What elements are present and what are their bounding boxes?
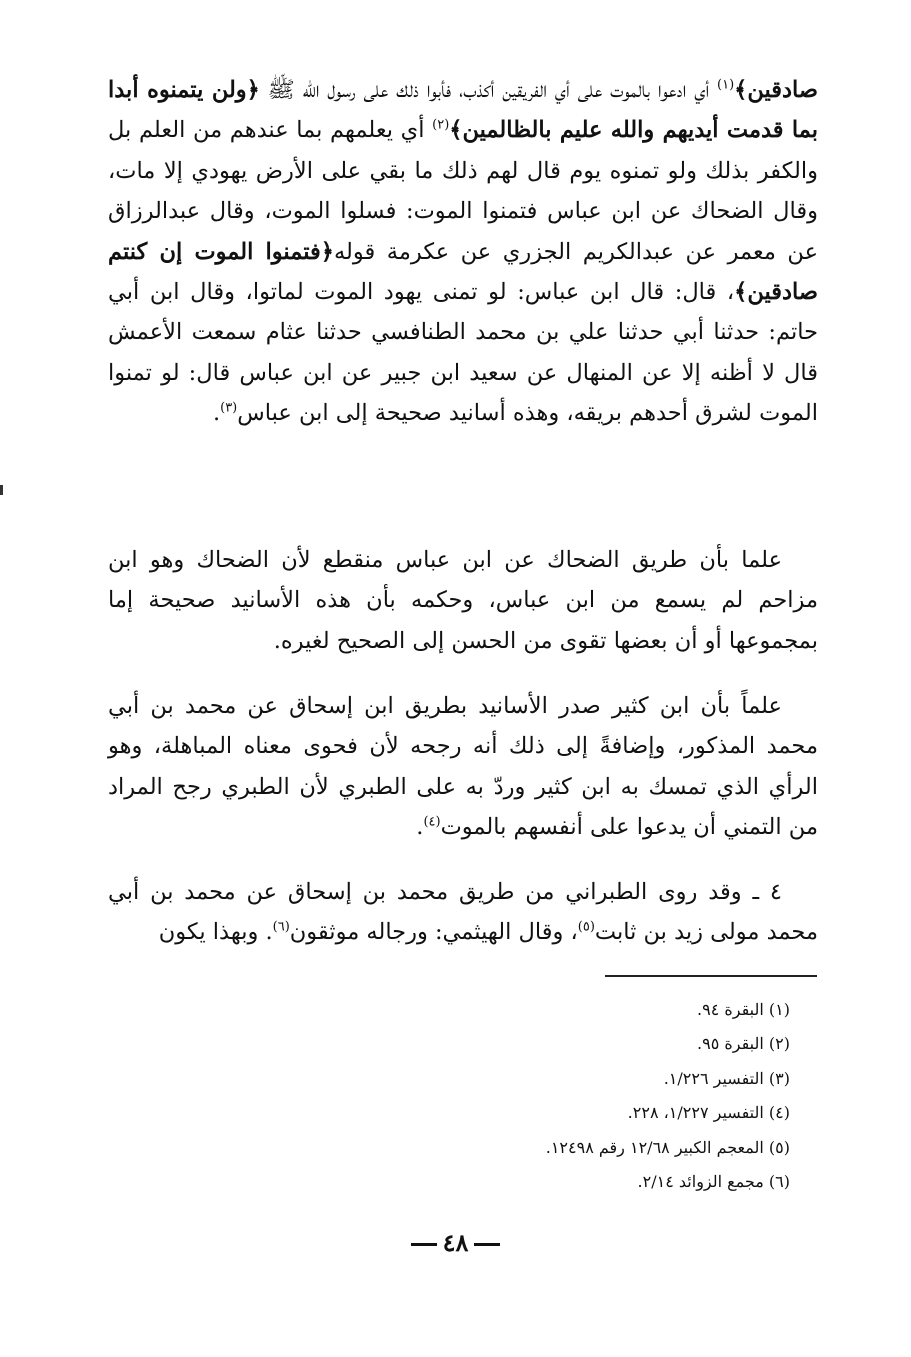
footnote-separator <box>605 975 817 977</box>
page-number-dash <box>411 1243 437 1246</box>
footnote-ref: (٦) <box>272 919 290 935</box>
footnote-ref: (٣) <box>220 400 238 416</box>
body-text: ، وقال الهيثمي: ورجاله موثقون <box>289 919 578 946</box>
quran-verse: ﴿ولن يتمنوه أبدا بما قدمت أيديهم والله عليم بالظالمين﴾ <box>108 77 819 144</box>
footnotes-list <box>420 993 790 1199</box>
body-text: . <box>416 814 424 841</box>
quran-verse: صادقين﴾ <box>734 77 818 103</box>
page-number-value: ٤٨ <box>442 1228 469 1257</box>
footnote-ref: (٢) <box>432 117 450 133</box>
footnote-3: (٣) التفسير ١/٢٢٦. <box>663 1068 790 1088</box>
body-text: أي ادعوا بالموت على أي الفريقين أكذب، فأبوا ذلك على رسول الله ﷺ <box>259 77 718 103</box>
body-text: . وبهذا يكون <box>158 919 273 946</box>
scan-mark <box>0 485 3 495</box>
paragraph-1 <box>108 70 818 434</box>
footnote-ref: (١) <box>717 77 735 93</box>
footnote-1: (١) البقرة ٩٤. <box>697 1000 790 1019</box>
body-text: علما بأن طريق الضحاك عن ابن عباس منقطع لأن الضحاك وهو ابن مزاحم لم يسمع من ابن عباس، وحكمه بأن هذه الأسانيد صحيحة إما بمجموعها أو أن بعضها تقوى من الحسن إلى الصحيح لغيره. <box>108 547 818 654</box>
paragraph-4 <box>108 872 818 953</box>
footnote-2: (٢) البقرة ٩٥. <box>697 1034 790 1054</box>
footnote-6: (٦) مجمع الزوائد ٢/١٤. <box>637 1172 790 1192</box>
body-text: ، قال: قال ابن عباس: لو تمنى يهود الموت لماتوا، وقال ابن أبي حاتم: حدثنا أبي حدثنا علي بن محمد الطنافسي حدثنا عثام سمعت الأعمش قال لا أظنه إلا عن المنهال عن سعيد ابن جبير عن ابن عباس قال: لو تمنوا الموت لشرق أحدهم بريقه، وهذه أسانيد صحيحة إلى ابن عباس <box>108 279 818 427</box>
paragraph-3 <box>108 686 818 848</box>
page-number-dash <box>474 1243 500 1246</box>
footnote-5: (٥) المعجم الكبير ١٢/٦٨ رقم ١٢٤٩٨. <box>545 1137 790 1157</box>
footnote-4: (٤) التفسير ١/٢٢٧، ٢٢٨. <box>627 1103 790 1123</box>
body-text: أي يعلمهم بما عندهم من العلم بل والكفر بذلك ولو تمنوه يوم قال لهم ذلك ما بقي على الأرض يهودي إلا مات، وقال الضحاك عن ابن عباس فتمنوا الموت: فسلوا الموت، وقال عبدالرزاق عن معمر عن عبدالكريم الجزري عن عكرمة قوله <box>108 117 818 265</box>
body-text: ٤ ـ وقد روى الطبراني من طريق محمد بن إسحاق عن محمد بن أبي محمد مولى زيد بن ثابت <box>108 879 818 946</box>
page-number <box>0 1228 911 1257</box>
footnote-ref: (٥) <box>577 919 595 935</box>
quran-verse: ﴿فتمنوا الموت إن كنتم صادقين﴾ <box>108 238 818 306</box>
body-text: . <box>212 400 221 427</box>
footnote-ref: (٤) <box>423 814 441 830</box>
paragraph-2 <box>108 540 818 661</box>
body-text: علماً بأن ابن كثير صدر الأسانيد بطريق ابن إسحاق عن محمد بن أبي محمد المذكور، وإضافةً إلى ذلك أنه رجحه لأن فحوى معناه المباهلة، وهو الرأي الذي تمسك به ابن كثير وردّ به على الطبري لأن الطبري رجح المراد من التمني أن يدعوا على أنفسهم بالموت <box>108 693 818 841</box>
